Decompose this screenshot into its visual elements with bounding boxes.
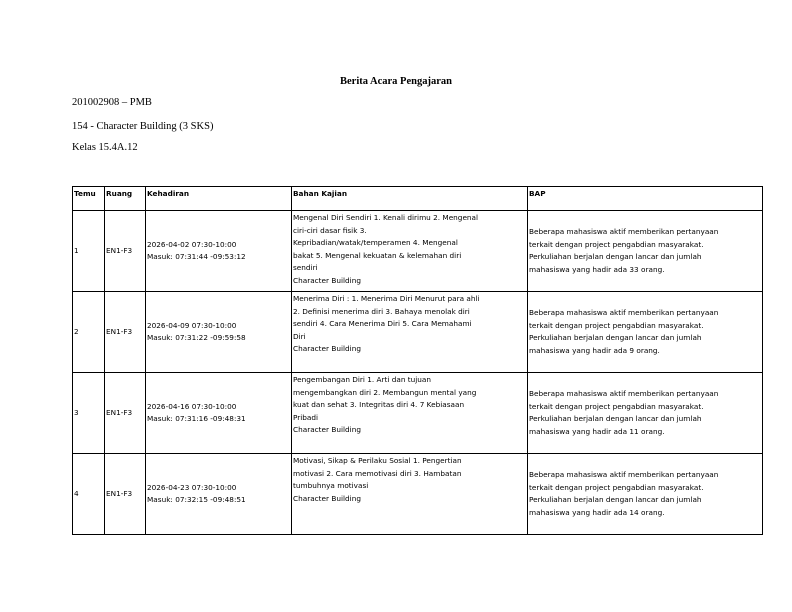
cell-bap: [528, 373, 763, 454]
cell-temu: 3: [73, 373, 105, 454]
schedule-time: 2026-04-23 07:30-10:00: [147, 482, 237, 492]
header-bap: BAP: [528, 187, 763, 211]
table-header-row: [73, 187, 763, 211]
bap-line: Beberapa mahasiswa aktif memberikan pertanyaan: [529, 470, 719, 479]
bap-line: mahasiswa yang hadir ada 14 orang.: [529, 507, 665, 517]
bahan-kajian-line: Pribadi: [293, 412, 319, 422]
bahan-kajian-line: sendiri 4. Cara Menerima Diri 5. Cara Memahami: [293, 319, 472, 328]
table-body: [73, 211, 763, 535]
bahan-kajian-line: tumbuhnya motivasi: [293, 481, 369, 490]
attendance-table: [72, 186, 763, 535]
schedule-time: 2026-04-09 07:30-10:00: [147, 320, 237, 330]
schedule-time: 2026-04-16 07:30-10:00: [147, 401, 237, 411]
check-in-time: Masuk: 07:31:44 -09:53:12: [147, 252, 246, 261]
table-row: [73, 292, 763, 373]
bap-line: Perkuliahan berjalan dengan lancar dan jumlah: [529, 414, 702, 423]
bap-line: mahasiswa yang hadir ada 33 orang.: [529, 264, 665, 274]
cell-ruang: EN1-F3: [105, 454, 146, 535]
header-ruang: Ruang: [105, 187, 146, 211]
cell-kehadiran: [146, 211, 292, 292]
bahan-kajian-line: motivasi 2. Cara memotivasi diri 3. Hambatan: [293, 468, 462, 478]
cell-kehadiran: [146, 454, 292, 535]
bahan-kajian-line: bakat 5. Mengenal kekuatan & kelemahan diri: [293, 250, 462, 260]
header-kehadiran: Kehadiran: [146, 187, 292, 211]
bahan-kajian-line: Character Building: [293, 344, 361, 353]
cell-ruang: EN1-F3: [105, 292, 146, 373]
cell-bap: [528, 454, 763, 535]
cell-ruang: EN1-F3: [105, 211, 146, 292]
bahan-kajian-line: Character Building: [293, 425, 361, 434]
bahan-kajian-line: 2. Definisi menerima diri 3. Bahaya menolak diri: [293, 306, 470, 316]
bap-line: terkait dengan project pengabdian masyarakat.: [529, 320, 704, 330]
lecturer-code: 201002908 – PMB: [72, 97, 152, 108]
bap-line: Perkuliahan berjalan dengan lancar dan jumlah: [529, 495, 702, 504]
cell-bahan-kajian: [292, 373, 528, 454]
bahan-kajian-line: Pengembangan Diri 1. Arti dan tujuan: [293, 375, 432, 384]
cell-bap: [528, 292, 763, 373]
cell-kehadiran: [146, 292, 292, 373]
header-temu: Temu: [73, 187, 105, 211]
header-bahan-kajian: Bahan Kajian: [292, 187, 528, 211]
cell-temu: 2: [73, 292, 105, 373]
table-row: [73, 454, 763, 535]
bap-line: Beberapa mahasiswa aktif memberikan pertanyaan: [529, 308, 719, 317]
schedule-time: 2026-04-02 07:30-10:00: [147, 239, 237, 249]
bap-line: terkait dengan project pengabdian masyarakat.: [529, 482, 704, 492]
bap-line: Perkuliahan berjalan dengan lancar dan jumlah: [529, 252, 702, 261]
table-row: [73, 373, 763, 454]
cell-temu: 1: [73, 211, 105, 292]
check-in-time: Masuk: 07:32:15 -09:48:51: [147, 495, 246, 504]
cell-bahan-kajian: [292, 211, 528, 292]
cell-temu: 4: [73, 454, 105, 535]
cell-bap: [528, 211, 763, 292]
bahan-kajian-line: kuat dan sehat 3. Integritas diri 4. 7 Kebiasaan: [293, 400, 465, 409]
cell-bahan-kajian: [292, 292, 528, 373]
bap-line: Beberapa mahasiswa aktif memberikan pertanyaan: [529, 389, 719, 398]
cell-ruang: EN1-F3: [105, 373, 146, 454]
bahan-kajian-line: Menerima Diri : 1. Menerima Diri Menurut para ahli: [293, 294, 480, 303]
course-name: 154 - Character Building (3 SKS): [72, 121, 214, 132]
bahan-kajian-line: mengembangkan diri 2. Membangun mental yang: [293, 387, 477, 397]
cell-bahan-kajian: [292, 454, 528, 535]
document-title: Berita Acara Pengajaran: [340, 76, 452, 87]
bap-line: terkait dengan project pengabdian masyarakat.: [529, 401, 704, 411]
bahan-kajian-line: Diri: [293, 331, 306, 341]
bahan-kajian-line: Motivasi, Sikap & Perilaku Sosial 1. Pengertian: [293, 456, 462, 465]
bap-line: terkait dengan project pengabdian masyarakat.: [529, 239, 704, 249]
bahan-kajian-line: Mengenal Diri Sendiri 1. Kenali dirimu 2. Mengenal: [293, 213, 479, 222]
bahan-kajian-line: sendiri: [293, 263, 318, 272]
bap-line: mahasiswa yang hadir ada 11 orang.: [529, 426, 665, 436]
bahan-kajian-line: Character Building: [293, 493, 361, 503]
bap-line: Perkuliahan berjalan dengan lancar dan jumlah: [529, 333, 702, 342]
table-row: [73, 211, 763, 292]
bap-line: mahasiswa yang hadir ada 9 orang.: [529, 345, 660, 355]
class-name: Kelas 15.4A.12: [72, 142, 138, 153]
bap-line: Beberapa mahasiswa aktif memberikan pertanyaan: [529, 227, 719, 236]
bahan-kajian-line: Character Building: [293, 275, 361, 285]
bahan-kajian-line: Kepribadian/watak/temperamen 4. Mengenal: [293, 238, 458, 247]
bahan-kajian-line: ciri-ciri dasar fisik 3.: [293, 225, 367, 235]
check-in-time: Masuk: 07:31:22 -09:59:58: [147, 333, 246, 342]
check-in-time: Masuk: 07:31:16 -09:48:31: [147, 414, 246, 423]
cell-kehadiran: [146, 373, 292, 454]
